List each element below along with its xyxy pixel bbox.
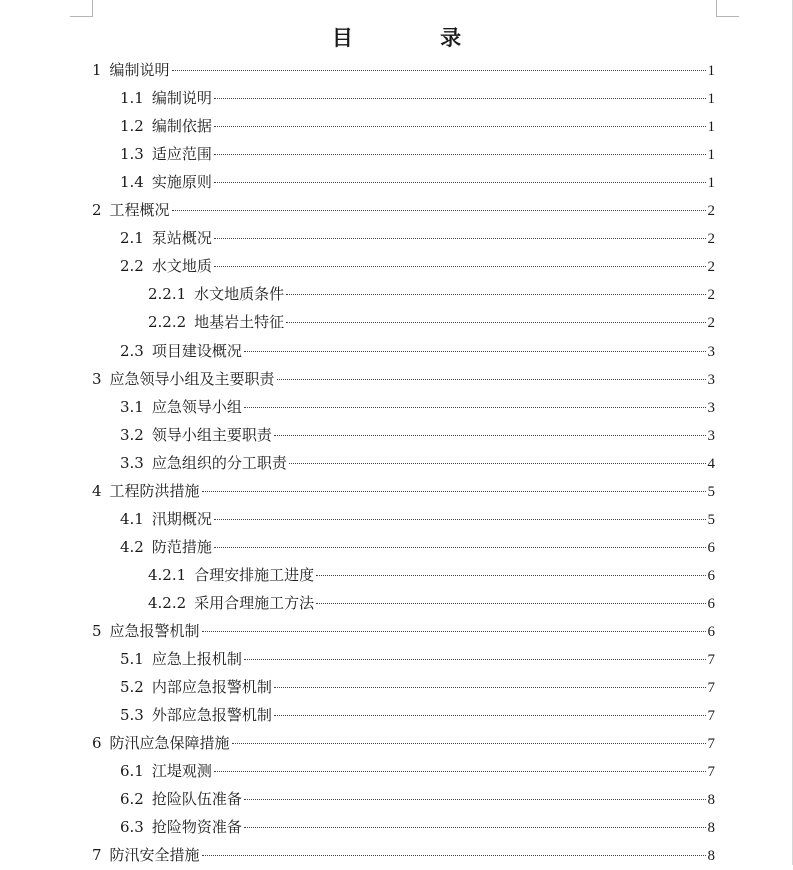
toc-entry-text: 适应范围 xyxy=(151,145,212,164)
toc-entry-label xyxy=(120,224,212,252)
toc-entry-text: 采用合理施工方法 xyxy=(194,593,315,612)
toc-entry-number: 2.2.2 xyxy=(148,313,187,332)
toc-entry[interactable] xyxy=(120,421,715,449)
toc-leader-dots xyxy=(244,799,706,800)
toc-entry[interactable] xyxy=(120,449,715,477)
toc-entry-text: 应急领导小组 xyxy=(151,397,242,416)
toc-entry[interactable] xyxy=(120,393,715,421)
toc-leader-dots xyxy=(214,98,706,99)
toc-page-number: 5 xyxy=(707,483,715,500)
toc-leader-dots xyxy=(244,659,706,660)
toc-entry-number: 1.4 xyxy=(120,173,144,192)
toc-leader-dots xyxy=(202,631,706,632)
toc-entry-number: 3.1 xyxy=(120,397,144,416)
toc-entry-number: 5.2 xyxy=(120,678,144,697)
toc-entry-label xyxy=(92,729,230,757)
toc-entry-number: 2.2 xyxy=(120,257,144,276)
toc-page-number: 5 xyxy=(707,511,715,528)
toc-page-number: 6 xyxy=(707,595,715,612)
toc-entry-label xyxy=(120,393,242,421)
toc-leader-dots xyxy=(214,771,706,772)
toc-entry-label xyxy=(120,645,242,673)
toc-entry-label xyxy=(120,813,242,841)
toc-entry-number: 5.1 xyxy=(120,650,144,669)
toc-entry-label xyxy=(120,337,242,365)
toc-page-number: 7 xyxy=(707,764,715,781)
toc-entry[interactable] xyxy=(120,84,715,112)
toc-page-number: 2 xyxy=(707,287,715,304)
toc-page-number: 1 xyxy=(707,147,715,164)
toc-entry[interactable] xyxy=(92,56,715,84)
toc-leader-dots xyxy=(286,294,705,295)
toc-page-number: 3 xyxy=(707,343,715,360)
toc-entry[interactable] xyxy=(148,589,715,617)
toc-leader-dots xyxy=(274,715,706,716)
toc-page-number: 8 xyxy=(707,792,715,809)
toc-entry-text: 编制说明 xyxy=(109,61,170,79)
toc-entry[interactable] xyxy=(120,505,715,533)
toc-entry-label xyxy=(148,589,314,617)
toc-entry[interactable] xyxy=(92,841,715,869)
toc-entry-text: 地基岩土特征 xyxy=(194,313,285,332)
toc-entry-text: 编制说明 xyxy=(151,89,212,108)
toc-entry[interactable] xyxy=(120,757,715,785)
toc-entry-label xyxy=(120,673,272,701)
toc-entry-text: 领导小组主要职责 xyxy=(151,425,272,444)
toc-entry[interactable] xyxy=(92,729,715,757)
toc-entry-number: 4.2.1 xyxy=(148,565,187,584)
toc-page-number: 2 xyxy=(707,259,715,276)
toc-entry[interactable] xyxy=(92,196,715,224)
toc-entry-text: 内部应急报警机制 xyxy=(151,678,272,697)
toc-leader-dots xyxy=(274,687,706,688)
toc-entry-number: 2.3 xyxy=(120,341,144,360)
toc-entry[interactable] xyxy=(120,701,715,729)
toc-entry-label xyxy=(148,280,284,308)
toc-leader-dots xyxy=(214,182,706,183)
toc-entry-label xyxy=(92,56,170,84)
toc-entry-text: 水文地质 xyxy=(151,257,212,276)
toc-entry-label xyxy=(120,449,287,477)
toc-entry-text: 防汛安全措施 xyxy=(109,846,200,865)
toc-entry-number: 6.1 xyxy=(120,762,144,781)
toc-entry[interactable] xyxy=(120,224,715,252)
toc-entry[interactable] xyxy=(120,112,715,140)
toc-entry-label xyxy=(148,561,314,589)
toc-leader-dots xyxy=(289,463,706,464)
toc-page-number: 4 xyxy=(707,455,715,472)
toc-entry[interactable] xyxy=(120,168,715,196)
toc-entry-label xyxy=(120,701,272,729)
toc-entry[interactable] xyxy=(148,308,715,336)
toc-entry-text: 应急领导小组及主要职责 xyxy=(109,369,275,388)
toc-page-number: 3 xyxy=(707,371,715,388)
toc-entry-number: 4.2.2 xyxy=(148,593,187,612)
toc-entry-label xyxy=(120,140,212,168)
toc-entry-number: 1 xyxy=(92,61,102,79)
toc-entry-text: 抢险队伍准备 xyxy=(151,790,242,809)
toc-page-number: 2 xyxy=(707,315,715,332)
toc-entry-text: 汛期概况 xyxy=(151,509,212,528)
toc-entry-label xyxy=(120,84,212,112)
toc-entry[interactable] xyxy=(120,140,715,168)
toc-page-number: 1 xyxy=(707,91,715,108)
toc-page-number: 3 xyxy=(707,399,715,416)
toc-entry-number: 4.1 xyxy=(120,509,144,528)
toc-page-number: 2 xyxy=(707,231,715,248)
toc-entry-number: 1.2 xyxy=(120,117,144,136)
toc-leader-dots xyxy=(214,126,706,127)
toc-entry[interactable] xyxy=(120,533,715,561)
toc-entry-number: 5 xyxy=(92,622,102,640)
toc-entry[interactable] xyxy=(120,673,715,701)
toc-entry-text: 应急组织的分工职责 xyxy=(151,453,287,472)
toc-entry-text: 外部应急报警机制 xyxy=(151,706,272,725)
toc-entry-number: 6 xyxy=(92,734,102,753)
toc-entry-label xyxy=(92,196,170,224)
toc-entry-number: 5.3 xyxy=(120,706,144,725)
toc-entry-label xyxy=(92,841,200,869)
toc-page-number: 1 xyxy=(707,119,715,136)
toc-page-number: 2 xyxy=(707,203,715,220)
toc-page-number: 7 xyxy=(707,652,715,669)
toc-entry-text: 防汛应急保障措施 xyxy=(109,734,230,753)
toc-leader-dots xyxy=(244,827,706,828)
toc-leader-dots xyxy=(244,407,706,408)
margin-corner-mark-left xyxy=(70,0,93,17)
toc-entry-label xyxy=(92,617,200,645)
toc-entry-number: 1.1 xyxy=(120,89,144,108)
toc-leader-dots xyxy=(172,210,706,211)
toc-entry[interactable] xyxy=(120,645,715,673)
toc-entry-number: 4 xyxy=(92,481,102,500)
toc-leader-dots xyxy=(172,70,706,71)
toc-leader-dots xyxy=(214,519,706,520)
toc-entry[interactable] xyxy=(120,337,715,365)
toc-entry[interactable] xyxy=(120,813,715,841)
toc-page-number: 7 xyxy=(707,736,715,753)
toc-entry-text: 项目建设概况 xyxy=(151,341,242,360)
toc-entry-label xyxy=(120,112,212,140)
toc-entry-label xyxy=(120,505,212,533)
toc-entry-number: 6.2 xyxy=(120,790,144,809)
toc-entry-label xyxy=(92,365,275,393)
toc-entry-text: 应急上报机制 xyxy=(151,650,242,669)
toc-entry-label xyxy=(120,421,272,449)
toc-entry-number: 7 xyxy=(92,846,102,865)
toc-entry-text: 抢险物资准备 xyxy=(151,818,242,837)
toc-entry-text: 水文地质条件 xyxy=(194,285,285,304)
toc-entry-number: 6.3 xyxy=(120,818,144,837)
toc-entry[interactable] xyxy=(148,280,715,308)
toc-entry[interactable] xyxy=(120,785,715,813)
toc-entry-text: 防范措施 xyxy=(151,537,212,556)
toc-page-number: 1 xyxy=(707,63,715,79)
toc-leader-dots xyxy=(274,435,706,436)
toc-entry-number: 3.2 xyxy=(120,425,144,444)
toc-entry-text: 泵站概况 xyxy=(151,229,212,248)
toc-entry-label xyxy=(120,757,212,785)
toc-page-number: 6 xyxy=(707,567,715,584)
toc-entry-label xyxy=(120,785,242,813)
toc-title: 目 录 xyxy=(331,25,502,50)
toc-entry-text: 江堤观测 xyxy=(151,762,212,781)
toc-page-number: 8 xyxy=(707,848,715,865)
toc-leader-dots xyxy=(316,603,705,604)
toc-entry-number: 2 xyxy=(92,201,102,220)
toc-entry-text: 应急报警机制 xyxy=(109,622,200,640)
toc-leader-dots xyxy=(232,743,706,744)
toc-leader-dots xyxy=(214,154,706,155)
toc-entry-label xyxy=(120,533,212,561)
toc-entry-text: 编制依据 xyxy=(151,117,212,136)
toc-entry-number: 1.3 xyxy=(120,145,144,164)
toc-entry[interactable] xyxy=(148,561,715,589)
toc-entry-label xyxy=(120,168,212,196)
toc-leader-dots xyxy=(277,379,706,380)
toc-entry[interactable] xyxy=(92,365,715,393)
toc-entry-number: 3.3 xyxy=(120,453,144,472)
toc-entry-number: 4.2 xyxy=(120,537,144,556)
toc-page-number: 3 xyxy=(707,427,715,444)
toc-page-number: 8 xyxy=(707,820,715,837)
toc-page-number: 7 xyxy=(707,708,715,725)
toc-page-number: 7 xyxy=(707,680,715,697)
toc-entry[interactable] xyxy=(92,617,715,645)
toc-entry-number: 3 xyxy=(92,369,102,388)
toc-leader-dots xyxy=(286,322,705,323)
toc-leader-dots xyxy=(244,351,706,352)
toc-leader-dots xyxy=(202,855,706,856)
toc-entry-label xyxy=(120,252,212,280)
toc-page-number: 6 xyxy=(707,539,715,556)
toc-entry-text: 工程防洪措施 xyxy=(109,481,200,500)
toc-page-number: 1 xyxy=(707,175,715,192)
toc-entry-number: 2.1 xyxy=(120,229,144,248)
toc-entry-label xyxy=(92,477,200,505)
toc-entry-text: 合理安排施工进度 xyxy=(194,565,315,584)
toc-leader-dots xyxy=(214,547,706,548)
toc-page-number: 6 xyxy=(707,624,715,640)
toc-leader-dots xyxy=(316,575,705,576)
toc-entry-number: 2.2.1 xyxy=(148,285,187,304)
toc-leader-dots xyxy=(214,266,706,267)
toc-entry-label xyxy=(148,308,284,336)
toc-entry[interactable] xyxy=(120,252,715,280)
toc-entry-text: 实施原则 xyxy=(151,173,212,192)
toc-leader-dots xyxy=(202,491,706,492)
toc-entry-text: 工程概况 xyxy=(109,201,170,220)
toc-entry[interactable] xyxy=(92,477,715,505)
margin-corner-mark-right xyxy=(716,0,739,17)
toc-leader-dots xyxy=(214,238,706,239)
